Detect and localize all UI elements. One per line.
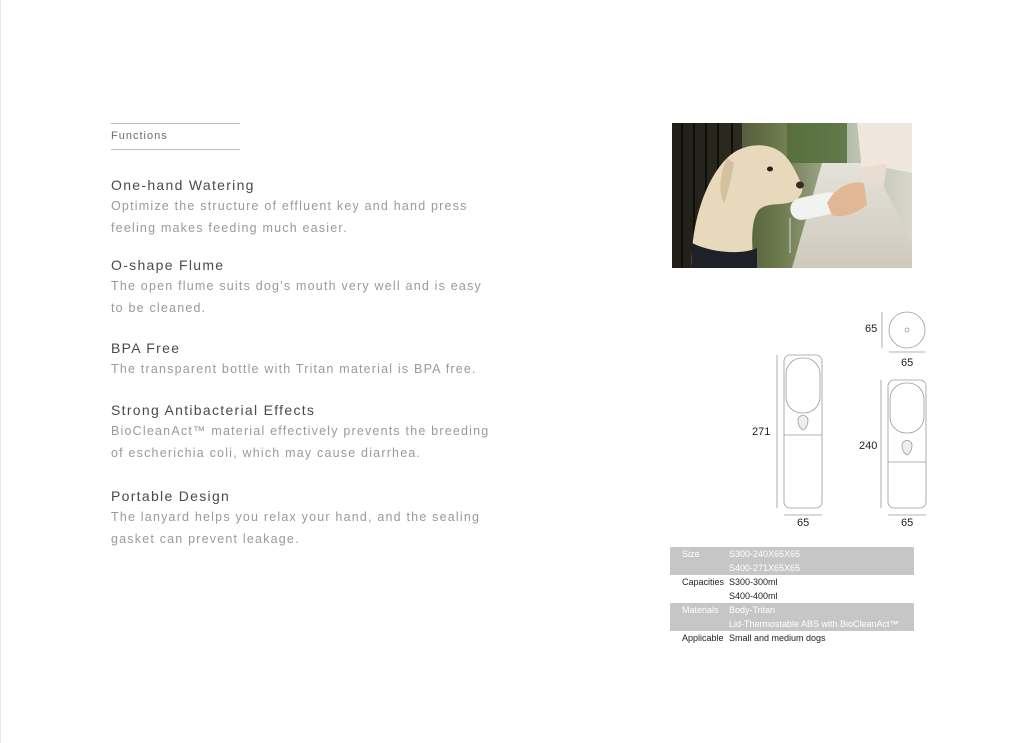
product-photo (672, 123, 912, 268)
feature-title: O-shape Flume (111, 257, 225, 273)
feature-title: BPA Free (111, 340, 181, 356)
spec-label: Capacities (670, 575, 729, 589)
dimension-drawings (740, 300, 940, 535)
spec-value: S400-271X65X65 (729, 561, 914, 575)
feature-title: Strong Antibacterial Effects (111, 402, 316, 418)
feature-description-line: The lanyard helps you relax your hand, and the sealing (111, 510, 481, 524)
feature-description (111, 359, 491, 381)
spec-row-capacities (670, 575, 914, 589)
small-height-label: 240 (859, 440, 878, 452)
large-width-label: 65 (797, 517, 810, 529)
feature-description (111, 421, 491, 464)
spec-value: Lid-Thermostable ABS with BioCleanAct™ (729, 617, 914, 631)
feature-bpa-free (111, 340, 491, 381)
feature-title: Portable Design (111, 488, 231, 504)
top-width-label: 65 (901, 357, 914, 369)
section-header (111, 123, 240, 150)
feature-portable-design (111, 488, 491, 550)
feature-description-line: of escherichia coli, which may cause diarrhea. (111, 445, 422, 460)
feature-description (111, 276, 491, 319)
small-width-label: 65 (901, 517, 914, 529)
bottle-dimension-diagram (740, 300, 940, 535)
feature-description-line: to be cleaned. (111, 300, 207, 315)
spec-label: Materials (670, 603, 729, 617)
feature-description-line: feeling makes feeding much easier. (111, 220, 348, 235)
spec-row-applicable (670, 631, 914, 645)
feature-title: One-hand Watering (111, 177, 255, 193)
spec-label: Applicable (670, 631, 729, 645)
feature-o-shape-flume (111, 257, 491, 319)
dog-drinking-illustration (672, 123, 912, 268)
feature-one-hand-watering (111, 177, 491, 239)
top-height-label: 65 (865, 323, 878, 335)
spec-row-size (670, 547, 914, 561)
feature-description-line: The open flume suits dog’s mouth very well and is easy (111, 279, 482, 293)
feature-description-line: The transparent bottle with Tritan material is BPA free. (111, 362, 477, 376)
page-edge-line (0, 0, 1, 743)
feature-description-line: gasket can prevent leakage. (111, 531, 300, 546)
spec-row-size-cont (670, 561, 914, 575)
feature-antibacterial (111, 402, 491, 464)
feature-description (111, 507, 491, 550)
spec-value: Body-Tritan (729, 603, 914, 617)
spec-table (670, 547, 914, 645)
spec-label: Size (670, 547, 729, 561)
feature-description (111, 196, 491, 239)
spec-row-materials (670, 603, 914, 617)
feature-description-line: BioCleanAct™ material effectively prevents the breeding (111, 424, 490, 438)
feature-description-line: Optimize the structure of effluent key and hand press (111, 199, 468, 213)
large-height-label: 271 (752, 426, 771, 438)
spec-value: S300-240X65X65 (729, 547, 914, 561)
spec-value: S300-300ml (729, 575, 914, 589)
section-title: Functions (111, 130, 168, 142)
spec-value: Small and medium dogs (729, 631, 914, 645)
spec-row-capacities-cont (670, 589, 914, 603)
spec-value: S400-400ml (729, 589, 914, 603)
spec-row-materials-cont (670, 617, 914, 631)
